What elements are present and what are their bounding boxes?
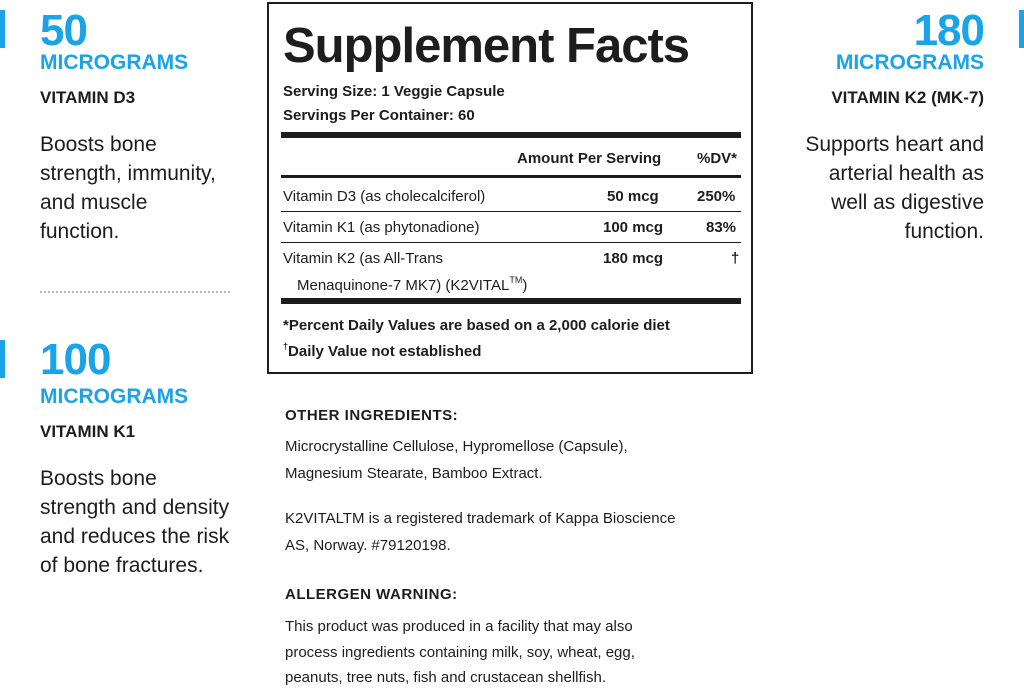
bottom-thick-rule <box>281 298 741 304</box>
row-rule <box>281 211 741 212</box>
k1-description <box>40 464 229 580</box>
row-amount-d3: 50 mcg <box>607 188 659 205</box>
dv-footnote: *Percent Daily Values are based on a 2,000 calorie diet <box>283 317 670 334</box>
dotted-divider <box>40 291 230 293</box>
k1-desc-line: Boosts bone <box>40 467 157 490</box>
k2-amount: 180 <box>913 6 984 55</box>
d3-description <box>40 130 216 246</box>
k1-desc-line: and reduces the risk <box>40 525 230 548</box>
d3-desc-line: strength, immunity, <box>40 162 216 185</box>
dv-header: %DV* <box>697 150 738 167</box>
servings-per-container: Servings Per Container: 60 <box>283 107 475 124</box>
row-dv-k2: † <box>731 250 740 267</box>
other-ingredients-line: Microcrystalline Cellulose, Hypromellose (Capsule), <box>285 438 628 455</box>
k1-desc-line: strength and density <box>40 496 230 519</box>
dagger-mark: † <box>283 341 289 351</box>
k1-vitamin-name: VITAMIN K1 <box>40 422 136 441</box>
allergen-line: process ingredients containing milk, soy, wheat, egg, <box>285 644 635 661</box>
row-dv-d3: 250% <box>697 188 736 205</box>
row-name-k1: Vitamin K1 (as phytonadione) <box>283 219 480 236</box>
allergen-line: This product was produced in a facility that may also <box>285 618 633 635</box>
k1-amount: 100 <box>40 335 111 384</box>
trademark-superscript: TM <box>509 275 523 285</box>
row-name-k2-line2-text: Menaquinone-7 MK7) (K2VITAL <box>297 277 510 294</box>
facts-title: Supplement Facts <box>283 19 690 73</box>
k2-description <box>805 130 984 246</box>
accent-bar-k2 <box>1019 10 1024 48</box>
trademark-line: K2VITALTM is a registered trademark of Kappa Bioscience <box>285 510 676 527</box>
k2-desc-line: function. <box>904 220 984 243</box>
row-amount-k1: 100 mcg <box>603 219 664 236</box>
d3-desc-line: function. <box>40 220 120 243</box>
dv-not-established-note <box>283 341 482 360</box>
k2-desc-line: arterial health as <box>828 162 984 185</box>
k2-vitamin-name: VITAMIN K2 (MK-7) <box>831 88 984 107</box>
row-name-k2-line2-end: ) <box>522 277 528 294</box>
accent-bar-k1 <box>0 340 5 378</box>
allergen-warning-title: ALLERGEN WARNING: <box>285 586 458 603</box>
d3-desc-line: Boosts bone <box>40 133 157 156</box>
k1-unit: MICROGRAMS <box>40 385 189 408</box>
trademark-line: AS, Norway. #79120198. <box>285 537 451 554</box>
thick-rule <box>281 132 741 138</box>
d3-vitamin-name: VITAMIN D3 <box>40 88 136 107</box>
amount-per-serving-header: Amount Per Serving <box>517 150 662 167</box>
k2-desc-line: well as digestive <box>831 191 984 214</box>
d3-unit: MICROGRAMS <box>40 51 189 74</box>
other-ingredients-title: OTHER INGREDIENTS: <box>285 407 459 424</box>
k2-unit: MICROGRAMS <box>835 51 984 74</box>
accent-bar-d3 <box>0 10 5 48</box>
supplement-facts-panel <box>267 2 753 374</box>
d3-desc-line: and muscle <box>40 191 148 214</box>
d3-amount: 50 <box>40 6 87 55</box>
other-ingredients-line: Magnesium Stearate, Bamboo Extract. <box>285 465 543 482</box>
dv-not-established-text: Daily Value not established <box>288 343 482 360</box>
row-name-d3: Vitamin D3 (as cholecalciferol) <box>283 188 486 205</box>
row-dv-k1: 83% <box>706 219 737 236</box>
allergen-line: peanuts, tree nuts, fish and crustacean shellfish. <box>285 669 607 686</box>
k1-desc-line: of bone fractures. <box>40 554 204 577</box>
row-name-k2-line2 <box>297 275 528 294</box>
row-rule <box>281 242 741 243</box>
k2-desc-line: Supports heart and <box>805 133 984 156</box>
row-name-k2: Vitamin K2 (as All-Trans <box>283 250 444 267</box>
header-rule <box>281 175 741 178</box>
row-amount-k2: 180 mcg <box>603 250 664 267</box>
serving-size: Serving Size: 1 Veggie Capsule <box>283 83 505 100</box>
